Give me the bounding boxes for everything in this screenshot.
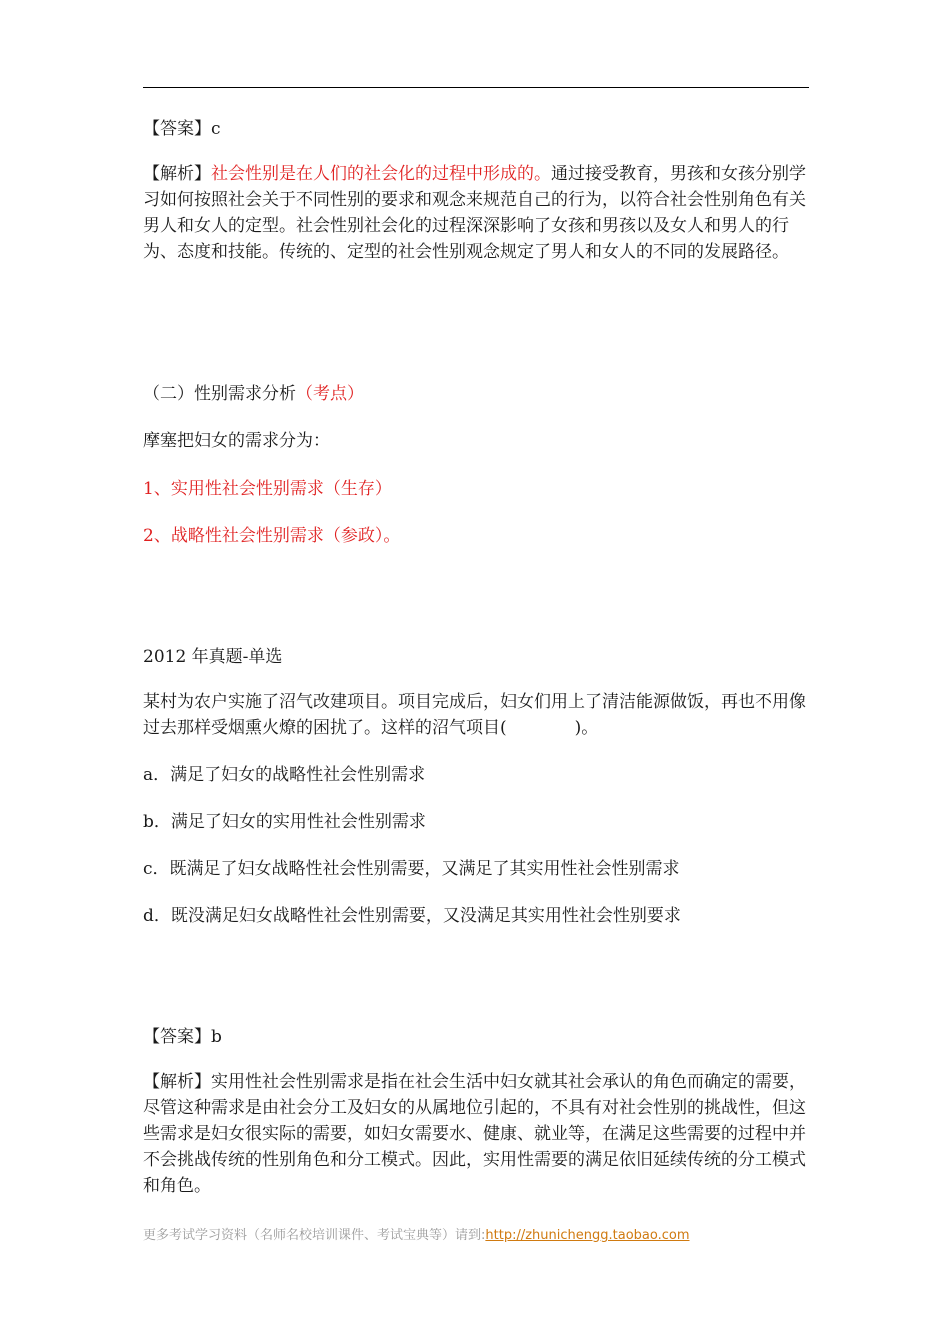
section-heading-text: （二）性别需求分析	[143, 384, 296, 404]
analysis-1-label: 【解析】	[143, 164, 211, 184]
option-d: d．既没满足妇女战略性社会性别需要，又没满足其实用性社会性别要求	[143, 906, 681, 926]
footer	[143, 1227, 809, 1245]
answer-2: 【答案】b	[143, 1027, 222, 1047]
analysis-1-highlight: 社会性别是在人们的社会化的过程中形成的。	[211, 164, 551, 184]
option-c: c．既满足了妇女战略性社会性别需要，又满足了其实用性社会性别需求	[143, 859, 680, 879]
analysis-1	[143, 161, 809, 265]
footer-text: 更多考试学习资料（名师名校培训课件、考试宝典等）请到:	[143, 1228, 486, 1243]
header-rule	[143, 87, 809, 88]
answer-1: 【答案】c	[143, 119, 221, 139]
section-heading-tag: （考点）	[296, 384, 364, 404]
needs-intro: 摩塞把妇女的需求分为：	[143, 431, 330, 451]
section-heading	[143, 381, 809, 407]
question-label: 2012 年真题-单选	[143, 647, 283, 667]
option-a: a．满足了妇女的战略性社会性别需求	[143, 765, 426, 785]
analysis-1-text: 通过接受教育，男孩和女孩分别学习如何按照社会关于不同性别的要求和观念来规范自己的行为，以符合社会性别角色有关男人和女人的定型。社会性别社会化的过程深深影响了女孩和男孩以及女人和男人的行为、态度和技能。传统的、定型的社会性别观念规定了男人和女人的不同的发展路径。	[143, 164, 806, 262]
needs-item-2: 2、战略性社会性别需求（参政）。	[143, 526, 401, 546]
option-b: b．满足了妇女的实用性社会性别需求	[143, 812, 426, 832]
question-stem: 某村为农户实施了沼气改建项目。项目完成后，妇女们用上了清洁能源做饭，再也不用像过去那样受烟熏火燎的困扰了。这样的沼气项目( )。	[143, 692, 806, 738]
footer-link[interactable]: http://zhunichengg.taobao.com	[485, 1228, 690, 1243]
analysis-2: 【解析】实用性社会性别需求是指在社会生活中妇女就其社会承认的角色而确定的需要，尽管这种需求是由社会分工及妇女的从属地位引起的，不具有对社会性别的挑战性，但这些需求是妇女很实际的需要，如妇女需要水、健康、就业等，在满足这些需要的过程中并不会挑战传统的性别角色和分工模式。因此，实用性需要的满足依旧延续传统的分工模式和角色。	[143, 1072, 806, 1196]
needs-item-1: 1、实用性社会性别需求（生存）	[143, 479, 392, 499]
